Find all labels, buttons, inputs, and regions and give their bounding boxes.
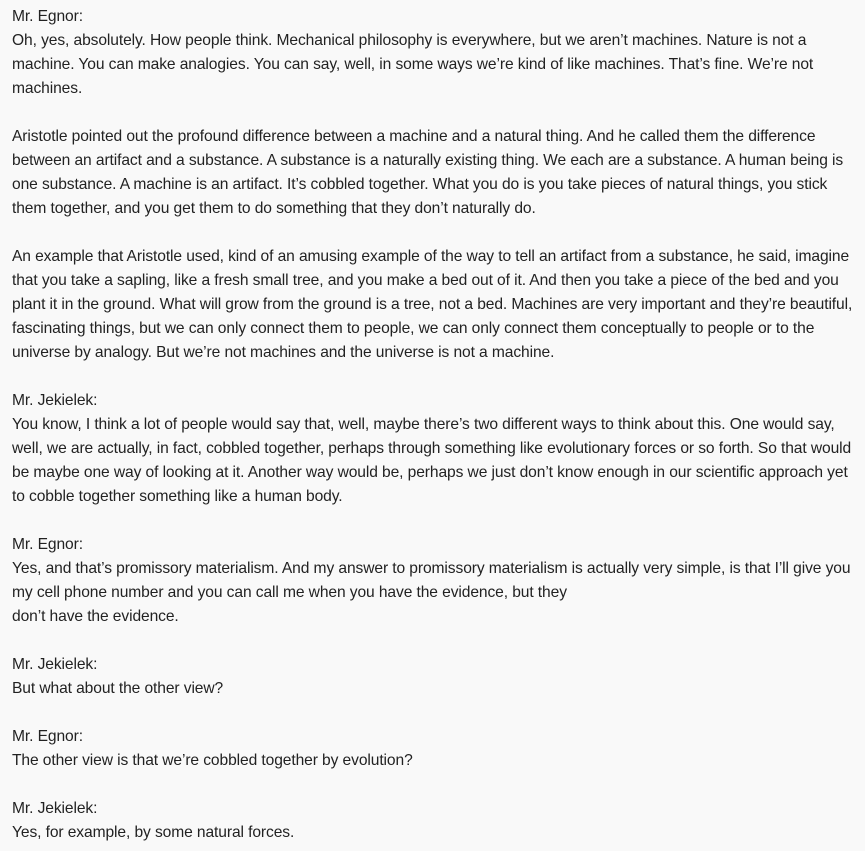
text-line: one substance. A machine is an artifact. It’s cobbled together. What you do is you take pieces of natural things, you stick (12, 176, 828, 193)
speaker-label: Mr. Egnor: (12, 8, 83, 25)
speaker-block (12, 5, 853, 101)
text-line: be maybe one way of looking at it. Another way would be, perhaps we just don’t know enough in our scientific approach yet (12, 464, 848, 481)
text-line: An example that Aristotle used, kind of an amusing example of the way to tell an artifact from a substance, he said, imagine (12, 248, 850, 265)
speaker-block (12, 389, 853, 509)
text-line: fascinating things, but we can only connect them to people, we can only connect them conceptually to people or to the (12, 320, 815, 337)
text-line: to cobble together something like a human body. (12, 488, 343, 505)
paragraph (12, 125, 853, 221)
paragraph (12, 245, 853, 365)
speaker-label: Mr. Jekielek: (12, 800, 98, 817)
text-line: Yes, for example, by some natural forces. (12, 824, 295, 841)
text-line: between an artifact and a substance. A substance is a naturally existing thing. We each are a substance. A human being is (12, 152, 844, 169)
text-line: Aristotle pointed out the profound difference between a machine and a natural thing. And he called them the difference (12, 128, 816, 145)
speaker-label: Mr. Jekielek: (12, 656, 98, 673)
text-line: But what about the other view? (12, 680, 224, 697)
speaker-block (12, 653, 853, 701)
text-line: well, we are actually, in fact, cobbled together, perhaps through something like evolutionary forces or so forth. So that would (12, 440, 852, 457)
text-line: them together, and you get them to do something that they don’t naturally do. (12, 200, 536, 217)
text-line: plant it in the ground. What will grow from the ground is a tree, not a bed. Machines are very important and they’re beautiful, (12, 296, 853, 313)
text-line: don’t have the evidence. (12, 608, 179, 625)
text-line: that you take a sapling, like a fresh small tree, and you make a bed out of it. And then you take a piece of the bed and you (12, 272, 839, 289)
text-line: You know, I think a lot of people would say that, well, maybe there’s two different ways to think about this. One would say, (12, 416, 835, 433)
text-line: machine. You can make analogies. You can say, well, in some ways we’re kind of like machines. That’s fine. We’re not (12, 56, 814, 73)
speaker-block (12, 797, 853, 845)
text-line: my cell phone number and you can call me when you have the evidence, but they (12, 584, 567, 601)
speaker-block (12, 533, 853, 629)
speaker-label: Mr. Egnor: (12, 536, 83, 553)
speaker-block (12, 725, 853, 773)
text-line: universe by analogy. But we’re not machines and the universe is not a machine. (12, 344, 555, 361)
text-line: The other view is that we’re cobbled together by evolution? (12, 752, 413, 769)
speaker-label: Mr. Jekielek: (12, 392, 98, 409)
speaker-label: Mr. Egnor: (12, 728, 83, 745)
text-line: Yes, and that’s promissory materialism. And my answer to promissory materialism is actually very simple, is that I’ll give you (12, 560, 851, 577)
text-line: Oh, yes, absolutely. How people think. Mechanical philosophy is everywhere, but we aren’t machines. Nature is not a (12, 32, 807, 49)
text-line: machines. (12, 80, 83, 97)
